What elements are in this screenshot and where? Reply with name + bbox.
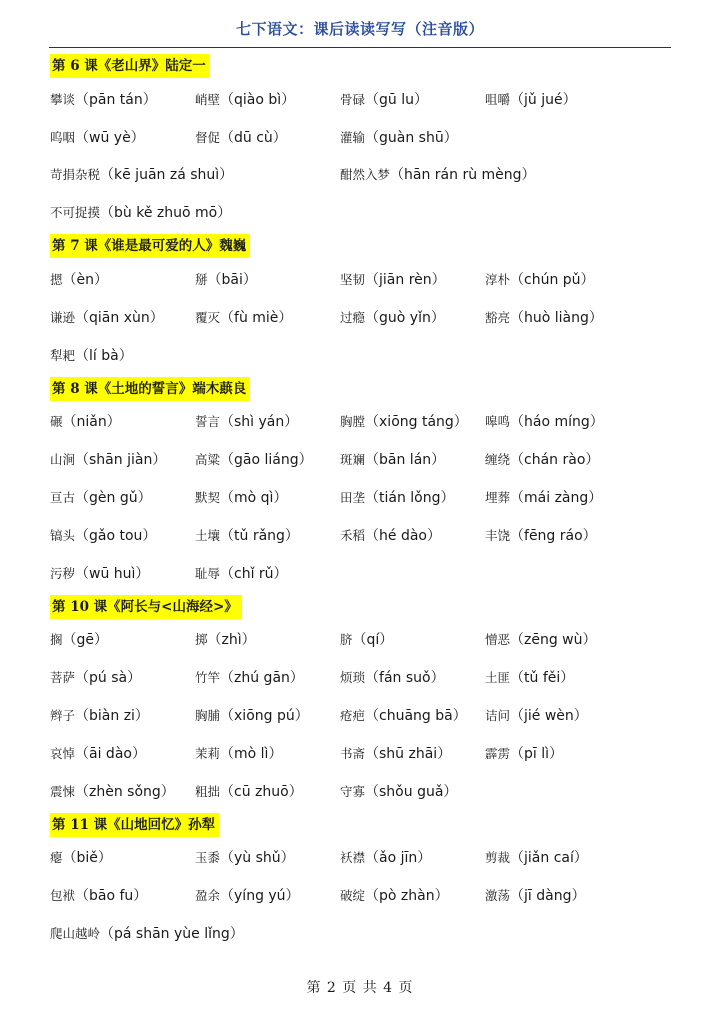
vocab-item: 袄襟（ǎo jīn）: [340, 850, 432, 867]
vocab-item: 胸膛（xiōng táng）: [340, 414, 468, 431]
vocab-item: 斑斓（bān lán）: [340, 452, 446, 469]
vocab-item: 苛捐杂税（kē juān zá shuì）: [50, 167, 234, 184]
vocab-item: 剪裁（jiǎn caí）: [485, 850, 588, 867]
vocab-item: 高粱（gāo liáng）: [195, 452, 313, 469]
vocab-item: 掰（bāi）: [195, 272, 257, 289]
vocab-item: 搁（gē）: [50, 632, 109, 649]
vocab-item: 碾（niǎn）: [50, 414, 121, 431]
vocab-grid: [50, 261, 680, 374]
vocab-item: 覆灭（fù miè）: [195, 309, 293, 326]
vocab-item: 峭壁（qiào bì）: [195, 91, 296, 108]
vocab-item: 嗥鸣（háo míng）: [485, 414, 604, 431]
vocab-item: 酣然入梦（hān rán rù mèng）: [340, 167, 536, 184]
lesson-section: [50, 593, 680, 811]
vocab-item: 破绽（pò zhàn）: [340, 888, 449, 905]
vocab-item: 默契（mò qì）: [195, 490, 288, 507]
vocab-item: 缠绕（chán rào）: [485, 452, 600, 469]
vocab-item: 丰饶（fēng ráo）: [485, 527, 597, 544]
vocab-item: 豁亮（huò liàng）: [485, 309, 603, 326]
vocab-item: 淳朴（chún pǔ）: [485, 272, 595, 289]
vocab-item: 呜咽（wū yè）: [50, 129, 145, 146]
vocab-item: 诘问（jié wèn）: [485, 708, 588, 725]
vocab-item: 爬山越岭（pá shān yùe lǐng）: [50, 926, 244, 943]
vocab-item: 胸脯（xiōng pú）: [195, 708, 309, 725]
vocab-item: 竹竿（zhú gān）: [195, 670, 304, 687]
header-divider: [49, 47, 671, 48]
vocab-item: 包袱（bāo fu）: [50, 888, 148, 905]
vocab-item: 山涧（shān jiàn）: [50, 452, 167, 469]
vocab-item: 书斋（shū zhāi）: [340, 745, 452, 762]
vocab-item: 耻辱（chǐ rǔ）: [195, 565, 288, 582]
document-header: 七下语文：课后读读写写（注音版）: [235, 20, 484, 38]
lesson-title: 第 10 课《阿长与<山海经>》: [50, 595, 242, 619]
vocab-item: 掷（zhì）: [195, 632, 256, 649]
lesson-section: [50, 232, 680, 374]
vocab-item: 震悚（zhèn sǒng）: [50, 783, 175, 800]
vocab-item: 激荡（jī dàng）: [485, 888, 586, 905]
vocab-item: 禾稻（hé dào）: [340, 527, 441, 544]
vocab-item: 菩萨（pú sà）: [50, 670, 142, 687]
vocab-item: 不可捉摸（bù kě zhuō mō）: [50, 205, 232, 222]
vocab-item: 摁（èn）: [50, 272, 109, 289]
lesson-title: 第 8 课《土地的誓言》端木蕻良: [50, 377, 250, 401]
vocab-item: 土匪（tǔ fěi）: [485, 670, 575, 687]
vocab-grid: [50, 404, 680, 593]
lesson-section: [50, 375, 680, 593]
vocab-item: 亘古（gèn gǔ）: [50, 490, 152, 507]
vocab-item: 灌输（guàn shū）: [340, 129, 458, 146]
vocab-item: 埋葬（mái zàng）: [485, 490, 603, 507]
vocab-item: 粗拙（cū zhuō）: [195, 783, 303, 800]
vocab-grid: [50, 622, 680, 811]
vocab-item: 骨碌（gū lu）: [340, 91, 428, 108]
vocab-item: 土壤（tǔ rǎng）: [195, 527, 299, 544]
vocab-item: 镐头（gǎo tou）: [50, 527, 157, 544]
lesson-section: [50, 811, 680, 953]
vocab-item: 霹雳（pī lì）: [485, 745, 564, 762]
vocab-item: 攀谈（pān tán）: [50, 91, 157, 108]
lesson-title: 第 7 课《谁是最可爱的人》魏巍: [50, 234, 250, 258]
lesson-section: [50, 52, 680, 232]
lesson-title: 第 6 课《老山界》陆定一: [50, 54, 210, 78]
lesson-title: 第 11 课《山地回忆》孙犁: [50, 813, 219, 837]
vocab-item: 坚韧（jiān rèn）: [340, 272, 446, 289]
vocab-item: 玉黍（yù shǔ）: [195, 850, 295, 867]
vocab-item: 盈余（yíng yú）: [195, 888, 300, 905]
vocab-grid: [50, 840, 680, 953]
vocab-item: 过瘾（guò yǐn）: [340, 309, 445, 326]
vocab-item: 辫子（biàn zi）: [50, 708, 149, 725]
vocab-item: 犁耙（lí bà）: [50, 347, 133, 364]
vocab-item: 谦逊（qiān xùn）: [50, 309, 164, 326]
vocab-item: 烦琐（fán suǒ）: [340, 670, 445, 687]
vocab-item: 茉莉（mò lì）: [195, 745, 283, 762]
vocab-item: 哀悼（āi dào）: [50, 745, 146, 762]
vocab-item: 咀嚼（jǔ jué）: [485, 91, 577, 108]
vocab-item: 污秽（wū huì）: [50, 565, 150, 582]
vocab-item: 田垄（tián lǒng）: [340, 490, 455, 507]
page-number: 第 2 页 共 4 页: [306, 980, 414, 996]
vocab-item: 脐（qí）: [340, 632, 394, 649]
vocab-item: 守寡（shǒu guǎ）: [340, 783, 458, 800]
vocab-item: 憎恶（zēng wù）: [485, 632, 597, 649]
vocabulary-content: [50, 52, 680, 953]
vocab-item: 瘪（biě）: [50, 850, 112, 867]
vocab-grid: [50, 81, 680, 232]
vocab-item: 誓言（shì yán）: [195, 414, 299, 431]
vocab-item: 疮疤（chuāng bā）: [340, 708, 467, 725]
vocab-item: 督促（dū cù）: [195, 129, 287, 146]
